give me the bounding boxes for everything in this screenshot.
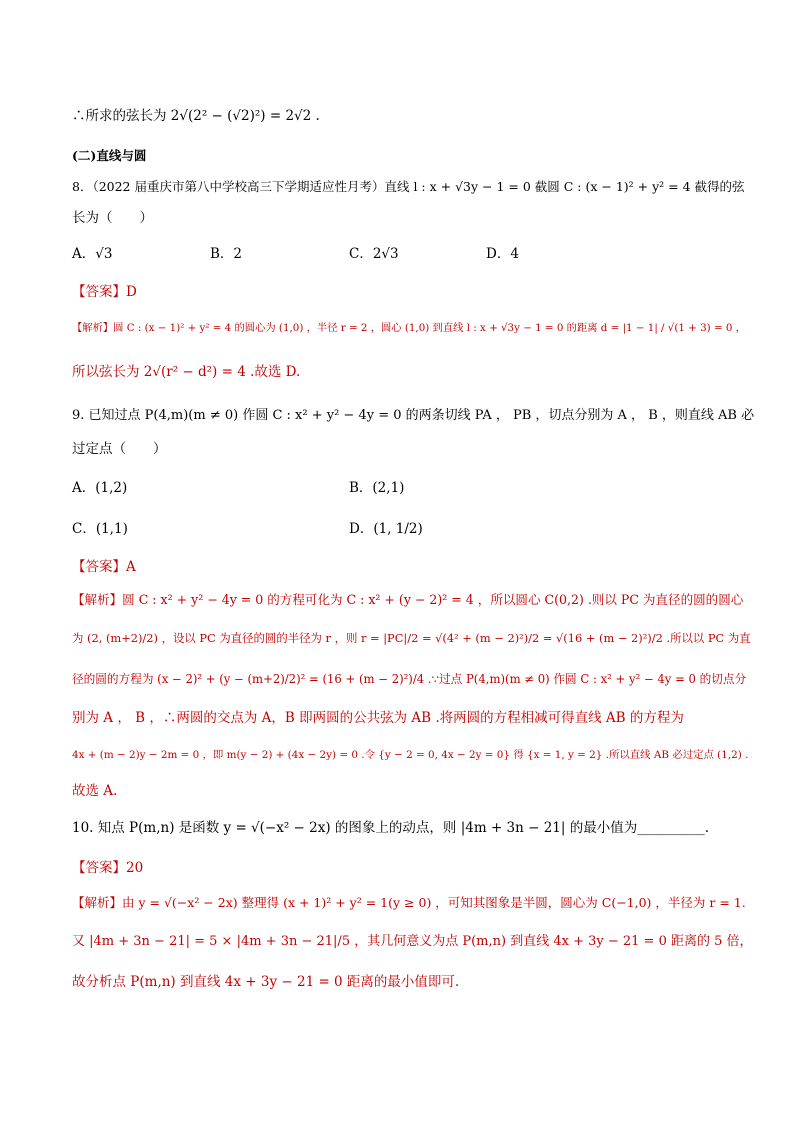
q8-stem-line2: 长为（ ） [72, 210, 153, 226]
q9-stem-line2: 过定点（ ） [72, 441, 167, 457]
q9-answer: 【答案】A [72, 559, 136, 575]
q8-option-a: A．√3 [72, 246, 113, 262]
q8-stem-line1: 8．（2022 届重庆市第八中学校高三下学期适应性月考）直线 l : x + √3y − 1 = 0 截圆 C : (x − 1)² + y² = 4 截得的弦 [72, 179, 745, 194]
q9-option-d: D．(1, 1/2) [349, 521, 423, 537]
q9-stem-line1: 9. 已知过点 P(4,m)(m ≠ 0) 作圆 C : x² + y² − 4y = 0 的两条切线 PA ， PB ，切点分别为 A ， B ，则直线 AB 必 [72, 408, 755, 423]
q8-option-c: C．2√3 [349, 246, 399, 262]
q9-option-a: A．(1,2) [72, 480, 128, 496]
q10-answer: 【答案】20 [72, 860, 144, 876]
section-title: (二)直线与圆 [72, 148, 147, 163]
q9-analysis-line2: 为 (2, (m+2)/2) ，设以 PC 为直径的圆的半径为 r ，则 r = |PC|/2 = √(4² + (m − 2)²)/2 = √(16 + (m − 2)²)/2 .所以以 PC 为直 [72, 631, 751, 645]
q9-analysis-line4: 别为 A ， B ，∴两圆的交点为 A，B 即两圆的公共弦为 AB .将两圆的方程相减可得直线 AB 的方程为 [72, 710, 684, 726]
q9-option-b: B．(2,1) [349, 480, 405, 496]
q8-analysis-line2: 所以弦长为 2√(r² − d²) = 4 .故选 D. [72, 364, 301, 380]
q10-analysis-line3: 故分析点 P(m,n) 到直线 4x + 3y − 21 = 0 距离的最小值即可. [72, 974, 460, 990]
q9-analysis-line3: 径的圆的方程为 (x − 2)² + (y − (m+2)/2)² = (16 + (m − 2)²)/4 .∵过点 P(4,m)(m ≠ 0) 作圆 C : x² + y² − 4y = 0 的切点分 [72, 672, 747, 686]
q9-analysis-line1: 【解析】圆 C : x² + y² − 4y = 0 的方程可化为 C : x² + (y − 2)² = 4 ，所以圆心 C(0,2) .则以 PC 为直径的圆的圆心 [72, 592, 744, 607]
q8-answer: 【答案】D [72, 284, 137, 300]
q9-analysis-line5: 4x + (m − 2)y − 2m = 0 ，即 m(y − 2) + (4x − 2y) = 0 .令 {y − 2 = 0, 4x − 2y = 0} 得 {x = 1, y = 2} .所以直线 AB 必过定点 (1,2) . [72, 749, 749, 761]
q10-stem: 10. 知点 P(m,n) 是函数 y = √(−x² − 2x) 的图象上的动点，则 |4m + 3n − 21| 的最小值为__________. [72, 820, 710, 836]
q10-analysis-line1: 【解析】由 y = √(−x² − 2x) 整理得 (x + 1)² + y² = 1(y ≥ 0) ，可知其图象是半圆，圆心为 C(−1,0) ，半径为 r = 1. [72, 895, 746, 910]
q9-option-c: C．(1,1) [72, 521, 128, 537]
q8-option-d: D．4 [486, 246, 519, 262]
q8-analysis-line1: 【解析】圆 C : (x − 1)² + y² = 4 的圆心为 (1,0) ，半径 r = 2 ，圆心 (1,0) 到直线 l : x + √3y − 1 = 0 的距离 d = |1 − 1| / √(1 + 3) = 0 ， [72, 322, 746, 334]
q8-option-b: B．2 [210, 246, 243, 262]
q9-analysis-line6: 故选 A. [72, 783, 118, 799]
q10-analysis-line2: 又 |4m + 3n − 21| = 5 × |4m + 3n − 21|/5 ，其几何意义为点 P(m,n) 到直线 4x + 3y − 21 = 0 距离的 5 倍， [72, 934, 753, 949]
chord-length-conclusion: ∴所求的弦长为 2√(2² − (√2)²) = 2√2 . [72, 108, 320, 124]
